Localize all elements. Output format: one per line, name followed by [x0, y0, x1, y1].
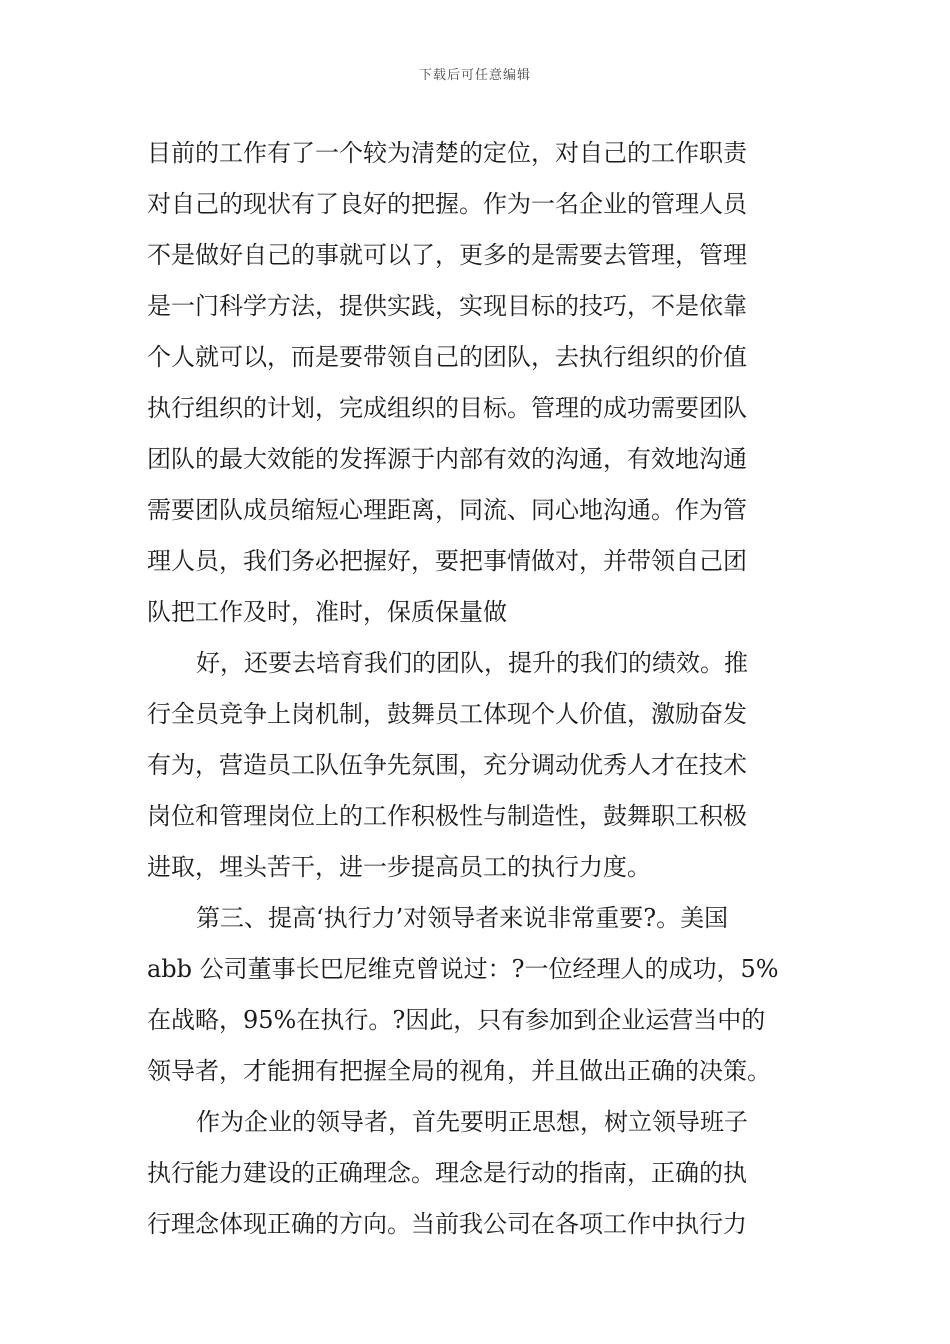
text-line: 队把工作及时，准时，保质保量做	[147, 598, 507, 626]
text-line: 作为企业的领导者，首先要明正思想，树立领导班子	[196, 1108, 748, 1136]
page-header: 下载后可任意编辑	[418, 68, 531, 83]
text-line: 需要团队成员缩短心理距离，同流、同心地沟通。作为管	[147, 496, 747, 524]
text-line: abb 公司董事长巴尼维克曾说过：?一位经理人的成功，5%	[147, 955, 779, 983]
text-line: 行理念体现正确的方向。当前我公司在各项工作中执行力	[147, 1210, 747, 1238]
text-line: 好，还要去培育我们的团队，提升的我们的绩效。推	[196, 649, 748, 677]
text-line: 进取，埋头苦干，进一步提高员工的执行力度。	[147, 853, 651, 881]
text-line: 在战略，95%在执行。?因此，只有参加到企业运营当中的	[147, 1006, 766, 1034]
text-line: 有为，营造员工队伍争先氛围，充分调动优秀人才在技术	[147, 751, 747, 779]
text-line: 对自己的现状有了良好的把握。作为一名企业的管理人员	[147, 190, 747, 218]
text-line: 岗位和管理岗位上的工作积极性与制造性，鼓舞职工积极	[147, 802, 747, 830]
text-line: 第三、提高‘执行力’对领导者来说非常重要?。美国	[196, 904, 729, 932]
text-line: 执行组织的计划，完成组织的目标。管理的成功需要团队	[147, 394, 747, 422]
document-body	[147, 128, 812, 1250]
text-line: 是一门科学方法，提供实践，实现目标的技巧，不是依靠	[147, 292, 747, 320]
text-line: 不是做好自己的事就可以了，更多的是需要去管理，管理	[147, 241, 747, 269]
text-line: 行全员竞争上岗机制，鼓舞员工体现个人价值，激励奋发	[147, 700, 747, 728]
text-line: 个人就可以，而是要带领自己的团队，去执行组织的价值	[147, 343, 747, 371]
text-line: 执行能力建设的正确理念。理念是行动的指南，正确的执	[147, 1159, 747, 1187]
text-line: 理人员，我们务必把握好，要把事情做对，并带领自己团	[147, 547, 747, 575]
text-line: 领导者，才能拥有把握全局的视角，并且做出正确的决策。	[147, 1057, 771, 1085]
text-line: 团队的最大效能的发挥源于内部有效的沟通，有效地沟通	[147, 445, 747, 473]
text-line: 目前的工作有了一个较为清楚的定位，对自己的工作职责	[147, 139, 747, 167]
